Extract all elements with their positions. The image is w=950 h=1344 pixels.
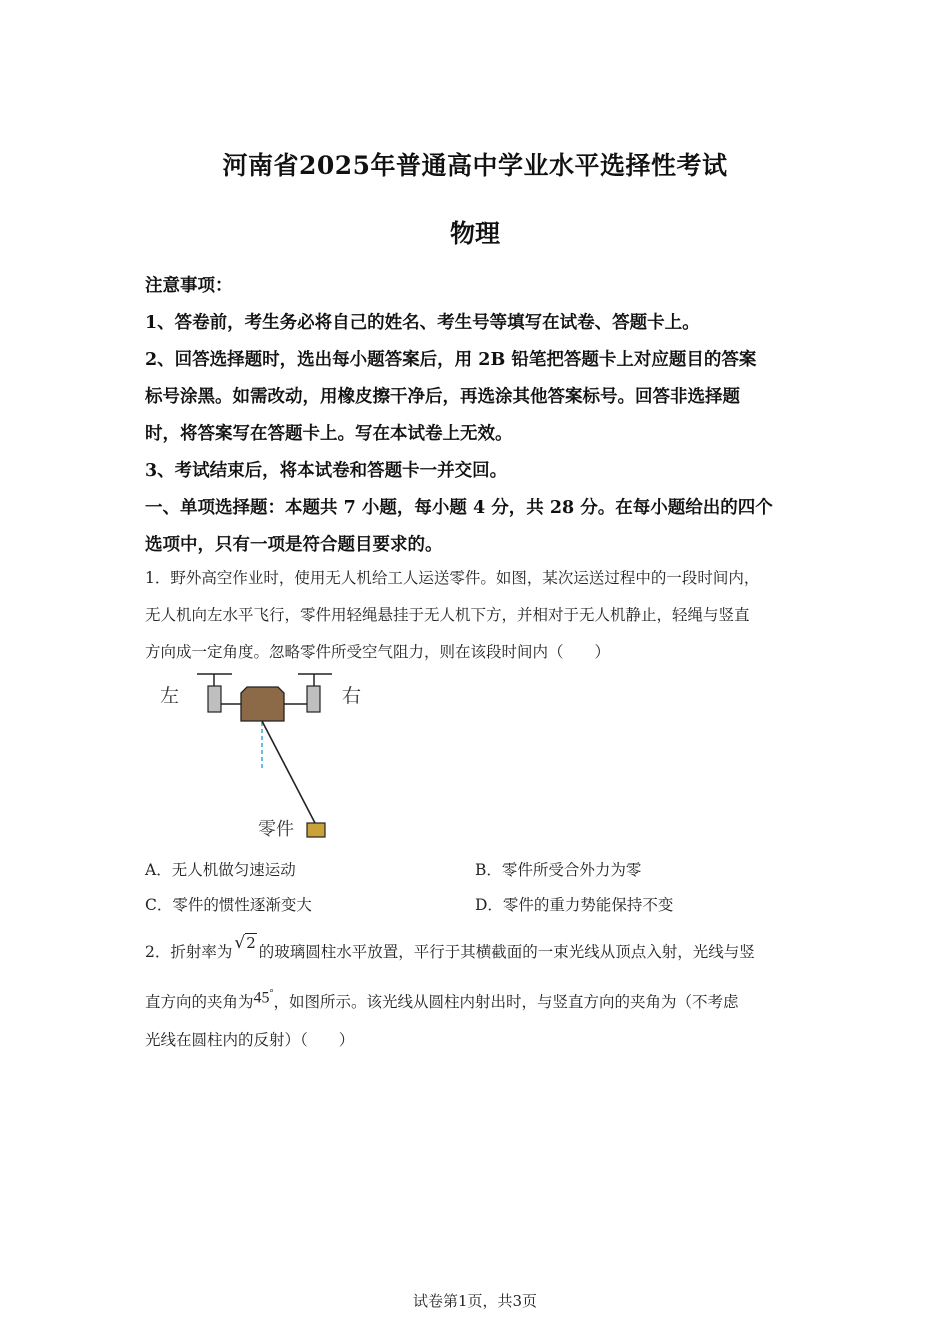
notice-item: 1、答卷前，考生务必将自己的姓名、考生号等填写在试卷、答题卡上。 — [145, 313, 700, 333]
figure-left-label: 左 — [160, 685, 180, 707]
q2-text: 的玻璃圆柱水平放置，平行于其横截面的一束光线从顶点入射，光线与竖 — [258, 943, 755, 961]
section-heading: 一、单项选择题：本题共 7 小题，每小题 4 分，共 28 分。在每小题给出的四个 — [145, 498, 773, 518]
figure-right-label: 右 — [342, 685, 362, 707]
q2-line-2 — [145, 987, 739, 1012]
q1-option-c[interactable]: C．零件的惯性逐渐变大 — [145, 896, 312, 914]
q2-line-1 — [145, 933, 755, 962]
figure-part-label: 零件 — [258, 819, 294, 840]
q1-option-b[interactable]: B．零件所受合外力为零 — [475, 861, 642, 879]
q2-text: 直方向的夹角为 — [145, 993, 254, 1011]
section-heading-cont: 选项中，只有一项是符合题目要求的。 — [145, 535, 443, 555]
q1-text: 1．野外高空作业时，使用无人机给工人运送零件。如图，某次运送过程中的一段时间内， — [145, 569, 760, 587]
right-motor — [307, 686, 320, 712]
q1-text: 方向成一定角度。忽略零件所受空气阻力，则在该段时间内（ ） — [145, 643, 611, 661]
drone-body — [241, 687, 284, 721]
sqrt-symbol: √2 — [234, 933, 256, 953]
notice-item: 3、考试结束后，将本试卷和答题卡一并交回。 — [145, 461, 508, 481]
q2-text: 2．折射率为 — [145, 943, 233, 961]
q1-text: 无人机向左水平飞行，零件用轻绳悬挂于无人机下方，并相对于无人机静止，轻绳与竖直 — [145, 606, 750, 624]
angle-value: 45° — [253, 987, 274, 1006]
q2-line-3: 光线在圆柱内的反射）（ ） — [145, 1031, 355, 1049]
sqrt-value: 2 — [246, 934, 256, 952]
notice-item: 时，将答案写在答题卡上。写在本试卷上无效。 — [145, 424, 513, 444]
q1-option-a[interactable]: A．无人机做匀速运动 — [145, 861, 296, 879]
rope — [262, 721, 315, 823]
drone-figure — [150, 668, 362, 846]
q1-option-d[interactable]: D．零件的重力势能保持不变 — [475, 896, 674, 914]
notice-item: 标号涂黑。如需改动，用橡皮擦干净后，再选涂其他答案标号。回答非选择题 — [145, 387, 740, 407]
left-motor — [208, 686, 221, 712]
subject-title: 物理 — [449, 219, 500, 248]
part-box — [307, 823, 325, 837]
page-footer: 试卷第1页，共3页 — [412, 1292, 538, 1310]
notice-heading: 注意事项： — [145, 276, 233, 296]
exam-title: 河南省2025年普通高中学业水平选择性考试 — [222, 151, 728, 180]
notice-item: 2、回答选择题时，选出每小题答案后，用 2B 铅笔把答题卡上对应题目的答案 — [145, 350, 757, 370]
q2-text: ，如图所示。该光线从圆柱内射出时，与竖直方向的夹角为（不考虑 — [273, 993, 739, 1011]
